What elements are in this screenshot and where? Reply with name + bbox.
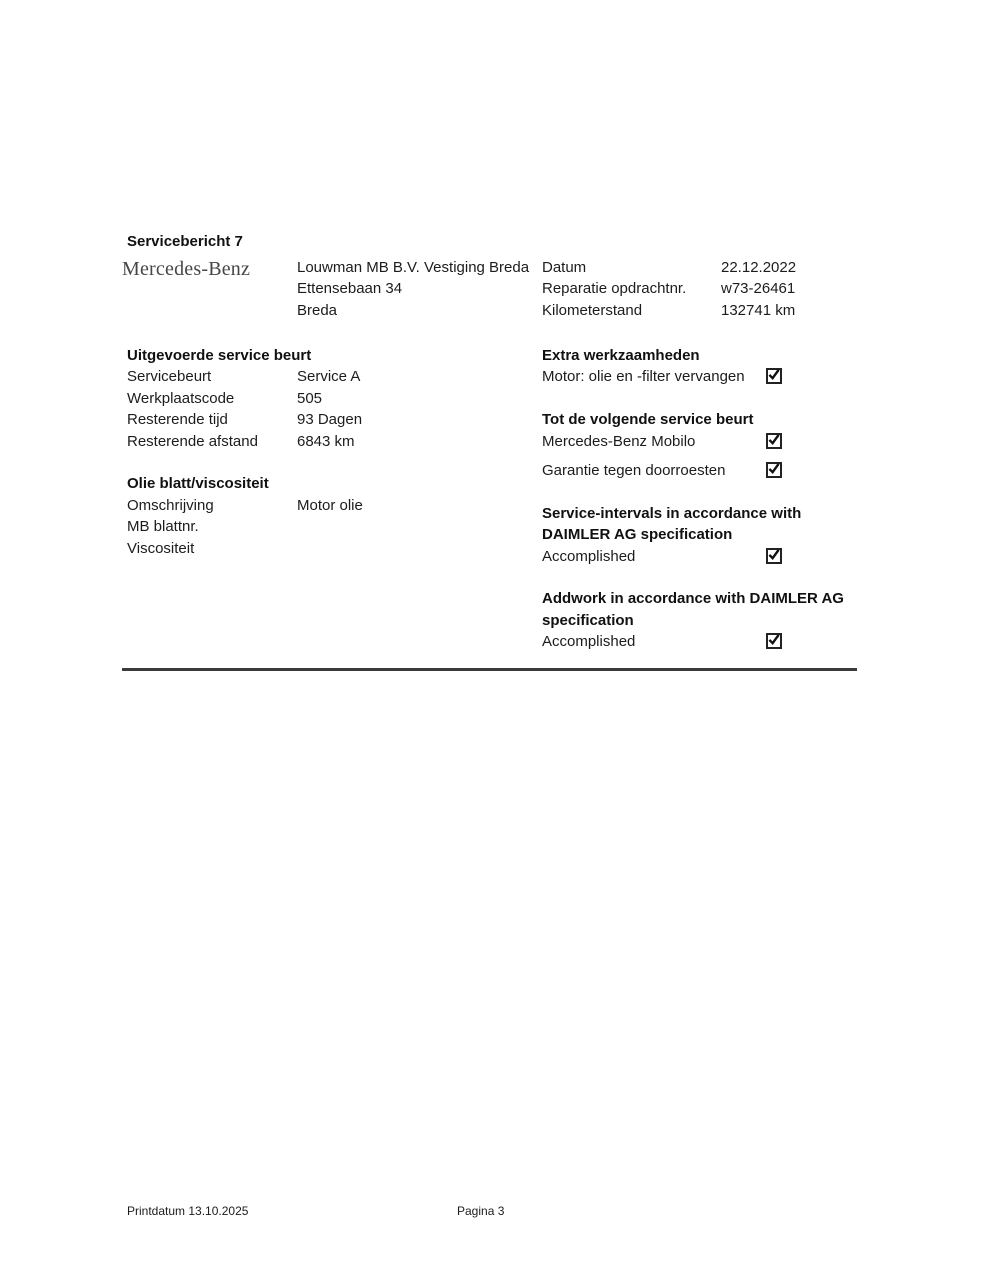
row-value: 6843 km <box>297 432 355 450</box>
checklist-item <box>542 431 850 452</box>
row-value: Motor olie <box>297 496 363 514</box>
checklist-item-label: Accomplished <box>542 633 636 651</box>
checkmark-icon <box>768 633 780 646</box>
section-heading: Uitgevoerde service beurt <box>127 347 312 364</box>
table-row <box>127 431 527 452</box>
row-value: 93 Dagen <box>297 411 363 429</box>
section-extra-werkzaamheden <box>542 345 850 388</box>
row-label: Omschrijving <box>127 496 214 514</box>
footer-print-date: Printdatum 13.10.2025 <box>127 1204 249 1218</box>
section-heading: Olie blatt/viscositeit <box>127 475 269 493</box>
table-row <box>127 495 527 516</box>
meta-label: Kilometerstand <box>542 301 643 319</box>
report-meta-block <box>542 257 796 321</box>
row-label: Servicebeurt <box>127 368 212 386</box>
checkbox-motor-olie-filter[interactable] <box>766 368 782 384</box>
checkbox-addwork-accomplished[interactable] <box>766 633 782 649</box>
section-service-intervals <box>542 503 850 567</box>
divider-line <box>122 668 857 671</box>
checkmark-icon <box>768 368 780 381</box>
checkmark-icon <box>768 462 780 475</box>
dealer-name: Louwman MB B.V. Vestiging Breda <box>297 259 530 276</box>
checklist-item-label: Garantie tegen doorroesten <box>542 462 726 480</box>
meta-value: 132741 km <box>721 301 796 319</box>
table-row <box>127 516 527 537</box>
table-row <box>127 388 527 409</box>
checkmark-icon <box>768 433 780 446</box>
right-column <box>542 345 850 653</box>
meta-label: Reparatie opdrachtnr. <box>542 280 687 298</box>
section-heading: Addwork in accordance with DAIMLER AG specification <box>542 590 844 629</box>
checklist-item <box>542 546 850 567</box>
section-uitgevoerde-service-beurt <box>127 345 527 452</box>
dealer-address-block <box>297 257 529 321</box>
footer-page-number: Pagina 3 <box>457 1204 505 1218</box>
meta-value: 22.12.2022 <box>721 259 797 276</box>
row-label: Viscositeit <box>127 539 195 557</box>
checklist-item-label: Accomplished <box>542 547 636 565</box>
section-heading: Service-intervals in accordance with DAIMLER AG specification <box>542 504 802 544</box>
checklist-item-label: Motor: olie en -filter vervangen <box>542 368 745 386</box>
section-heading: Extra werkzaamheden <box>542 347 700 364</box>
section-tot-de-volgende-service-beurt <box>542 409 850 481</box>
meta-row-datum <box>542 257 796 278</box>
checkbox-mercedes-benz-mobilo[interactable] <box>766 433 782 449</box>
table-row <box>127 409 527 430</box>
dealer-street: Ettensebaan 34 <box>297 280 403 298</box>
meta-row-kilometerstand <box>542 300 796 321</box>
left-column <box>127 345 527 559</box>
row-label: Resterende afstand <box>127 432 258 450</box>
meta-label: Datum <box>542 259 587 276</box>
section-olie-blatt-viscositeit <box>127 473 527 559</box>
dealer-city: Breda <box>297 301 338 319</box>
section-addwork <box>542 588 850 652</box>
checklist-item <box>542 366 850 387</box>
checkmark-icon <box>768 548 780 561</box>
page-title: Servicebericht 7 <box>127 233 243 250</box>
checkbox-garantie-tegen-doorroesten[interactable] <box>766 462 782 478</box>
row-value: 505 <box>297 389 323 407</box>
row-label: Werkplaatscode <box>127 389 235 407</box>
row-value: Service A <box>297 368 361 386</box>
meta-row-reparatie-opdrachtnr <box>542 278 796 299</box>
checklist-item <box>542 460 850 481</box>
checkbox-service-intervals-accomplished[interactable] <box>766 548 782 564</box>
checklist-item-label: Mercedes-Benz Mobilo <box>542 432 696 450</box>
mercedes-benz-wordmark: Mercedes-Benz <box>122 258 251 280</box>
meta-value: w73-26461 <box>721 280 796 298</box>
row-label: MB blattnr. <box>127 518 199 536</box>
table-row <box>127 366 527 387</box>
section-heading: Tot de volgende service beurt <box>542 411 754 429</box>
table-row <box>127 538 527 559</box>
checklist-item <box>542 631 850 652</box>
row-label: Resterende tijd <box>127 411 228 429</box>
